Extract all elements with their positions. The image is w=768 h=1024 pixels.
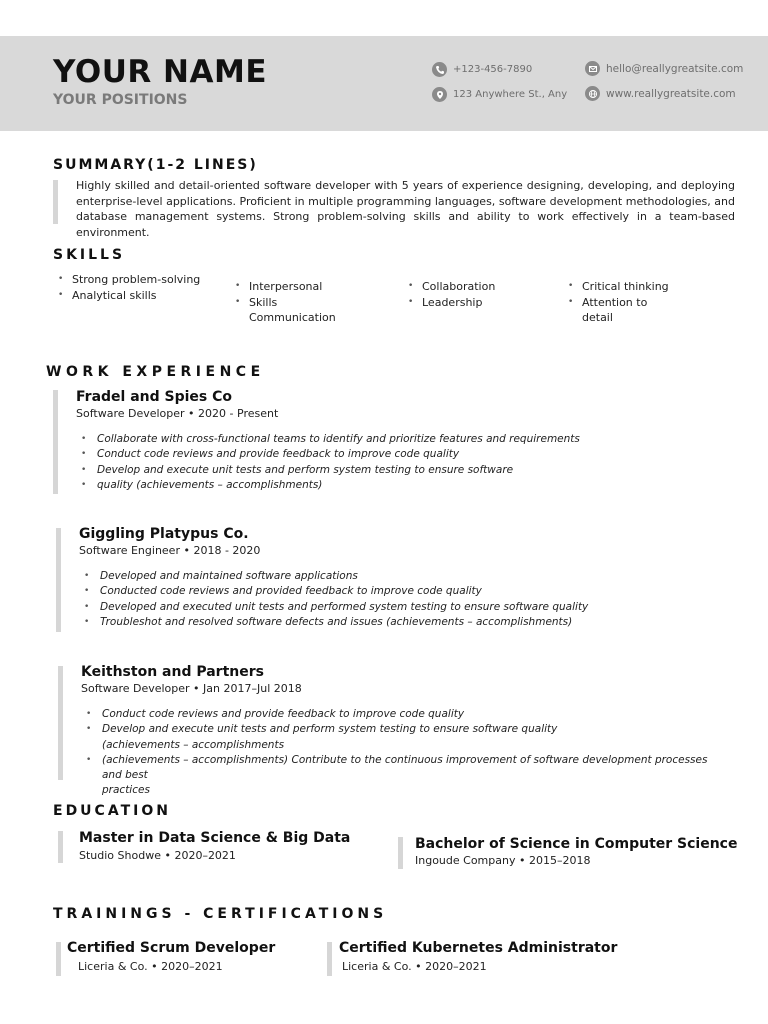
- contact-address: [432, 87, 567, 102]
- skill-item-continuation: detail: [582, 311, 613, 324]
- website-text: www.reallygreatsite.com: [606, 87, 736, 100]
- skill-item: • Skills: [235, 295, 336, 311]
- job-company: Giggling Platypus Co.: [79, 526, 249, 542]
- job-bullet: • Troubleshot and resolved software defects and issues (achievements – accomplishments): [80, 615, 747, 630]
- job-bullet: • (achievements – accomplishments) Contribute to the continuous improvement of software development processes and best: [82, 753, 722, 784]
- job-bullets: [80, 569, 747, 630]
- job-bullet: • Conducted code reviews and provided feedback to improve code quality: [80, 584, 747, 599]
- education-accent-bar: [398, 837, 403, 869]
- address-text: 123 Anywhere St., Any: [453, 89, 568, 100]
- skill-item: • Collaboration: [408, 279, 495, 295]
- skills-heading: SKILLS: [53, 247, 126, 263]
- location-icon: [432, 87, 447, 102]
- job-accent-bar: [58, 666, 63, 780]
- job-bullet: • Collaborate with cross-functional teams to identify and prioritize features and requirements: [77, 432, 747, 447]
- skills-column-3: [408, 279, 495, 310]
- job-company: Keithston and Partners: [81, 664, 264, 680]
- training-meta: Liceria & Co. • 2020–2021: [78, 960, 223, 973]
- training-accent-bar: [327, 942, 332, 976]
- job-bullet-continuation: (achievements – accomplishments: [102, 738, 285, 751]
- contact-website: [585, 86, 736, 101]
- trainings-heading: TRAININGS - CERTIFICATIONS: [53, 906, 388, 922]
- summary-heading: SUMMARY(1-2 LINES): [53, 157, 258, 173]
- skills-column-4: [568, 279, 669, 326]
- job-meta: Software Developer • Jan 2017–Jul 2018: [81, 682, 302, 695]
- training-accent-bar: [56, 942, 61, 976]
- phone-icon: [432, 62, 447, 77]
- skill-item: • Strong problem-solving: [58, 272, 200, 288]
- job-bullets: [82, 707, 722, 799]
- education-accent-bar: [58, 831, 63, 863]
- education-meta: Ingoude Company • 2015–2018: [415, 854, 591, 867]
- globe-icon: [585, 86, 600, 101]
- skill-item: • Leadership: [408, 295, 495, 311]
- email-icon: [585, 61, 600, 76]
- skill-item: • Analytical skills: [58, 288, 200, 304]
- skill-item: • Attention to: [568, 295, 669, 311]
- header-band: [0, 36, 768, 131]
- candidate-position: YOUR POSITIONS: [53, 92, 188, 108]
- job-bullets: [77, 432, 747, 493]
- training-name: Certified Scrum Developer: [67, 940, 276, 956]
- job-accent-bar: [53, 390, 58, 494]
- job-meta: Software Developer • 2020 - Present: [76, 407, 279, 420]
- contact-phone: [432, 62, 532, 77]
- skills-column-1: [58, 272, 200, 303]
- education-degree: Bachelor of Science in Computer Science: [415, 836, 738, 852]
- job-bullet: • Developed and maintained software applications: [80, 569, 747, 584]
- skill-item: • Interpersonal: [235, 279, 336, 295]
- skills-column-2: [235, 279, 336, 326]
- job-bullet: • quality (achievements – accomplishments): [77, 478, 747, 493]
- phone-text: +123-456-7890: [453, 64, 533, 75]
- work-experience-heading: WORK EXPERIENCE: [46, 364, 265, 380]
- job-accent-bar: [56, 528, 61, 632]
- job-bullet: • Develop and execute unit tests and perform system testing to ensure software: [77, 463, 747, 478]
- education-degree: Master in Data Science & Big Data: [79, 830, 351, 846]
- training-meta: Liceria & Co. • 2020–2021: [342, 960, 487, 973]
- summary-text: Highly skilled and detail-oriented software developer with 5 years of experience designing, developing, and deploying enterprise-level applications. Proficient in multiple programming languages, software development methodologies, and database management systems. Strong problem-solving skills and ability to work effectively in a team-based environment.: [76, 179, 735, 239]
- job-company: Fradel and Spies Co: [76, 389, 233, 405]
- job-bullet-continuation: practices: [102, 784, 150, 797]
- skill-item-continuation: Communication: [249, 311, 336, 324]
- education-meta: Studio Shodwe • 2020–2021: [79, 849, 236, 862]
- job-bullet: • Conduct code reviews and provide feedback to improve code quality: [77, 447, 747, 462]
- job-meta: Software Engineer • 2018 - 2020: [79, 544, 261, 557]
- skill-item: • Critical thinking: [568, 279, 669, 295]
- summary-accent-bar: [53, 180, 58, 224]
- email-text: hello@reallygreatsite.com: [606, 62, 744, 75]
- candidate-name: YOUR NAME: [53, 54, 267, 90]
- education-heading: EDUCATION: [53, 803, 171, 819]
- job-bullet: • Developed and executed unit tests and performed system testing to ensure software quality: [80, 600, 747, 615]
- job-bullet: • Conduct code reviews and provide feedback to improve code quality: [82, 707, 722, 722]
- contact-email: [585, 61, 743, 76]
- training-name: Certified Kubernetes Administrator: [339, 940, 618, 956]
- job-bullet: • Develop and execute unit tests and perform system testing to ensure software quality: [82, 722, 722, 737]
